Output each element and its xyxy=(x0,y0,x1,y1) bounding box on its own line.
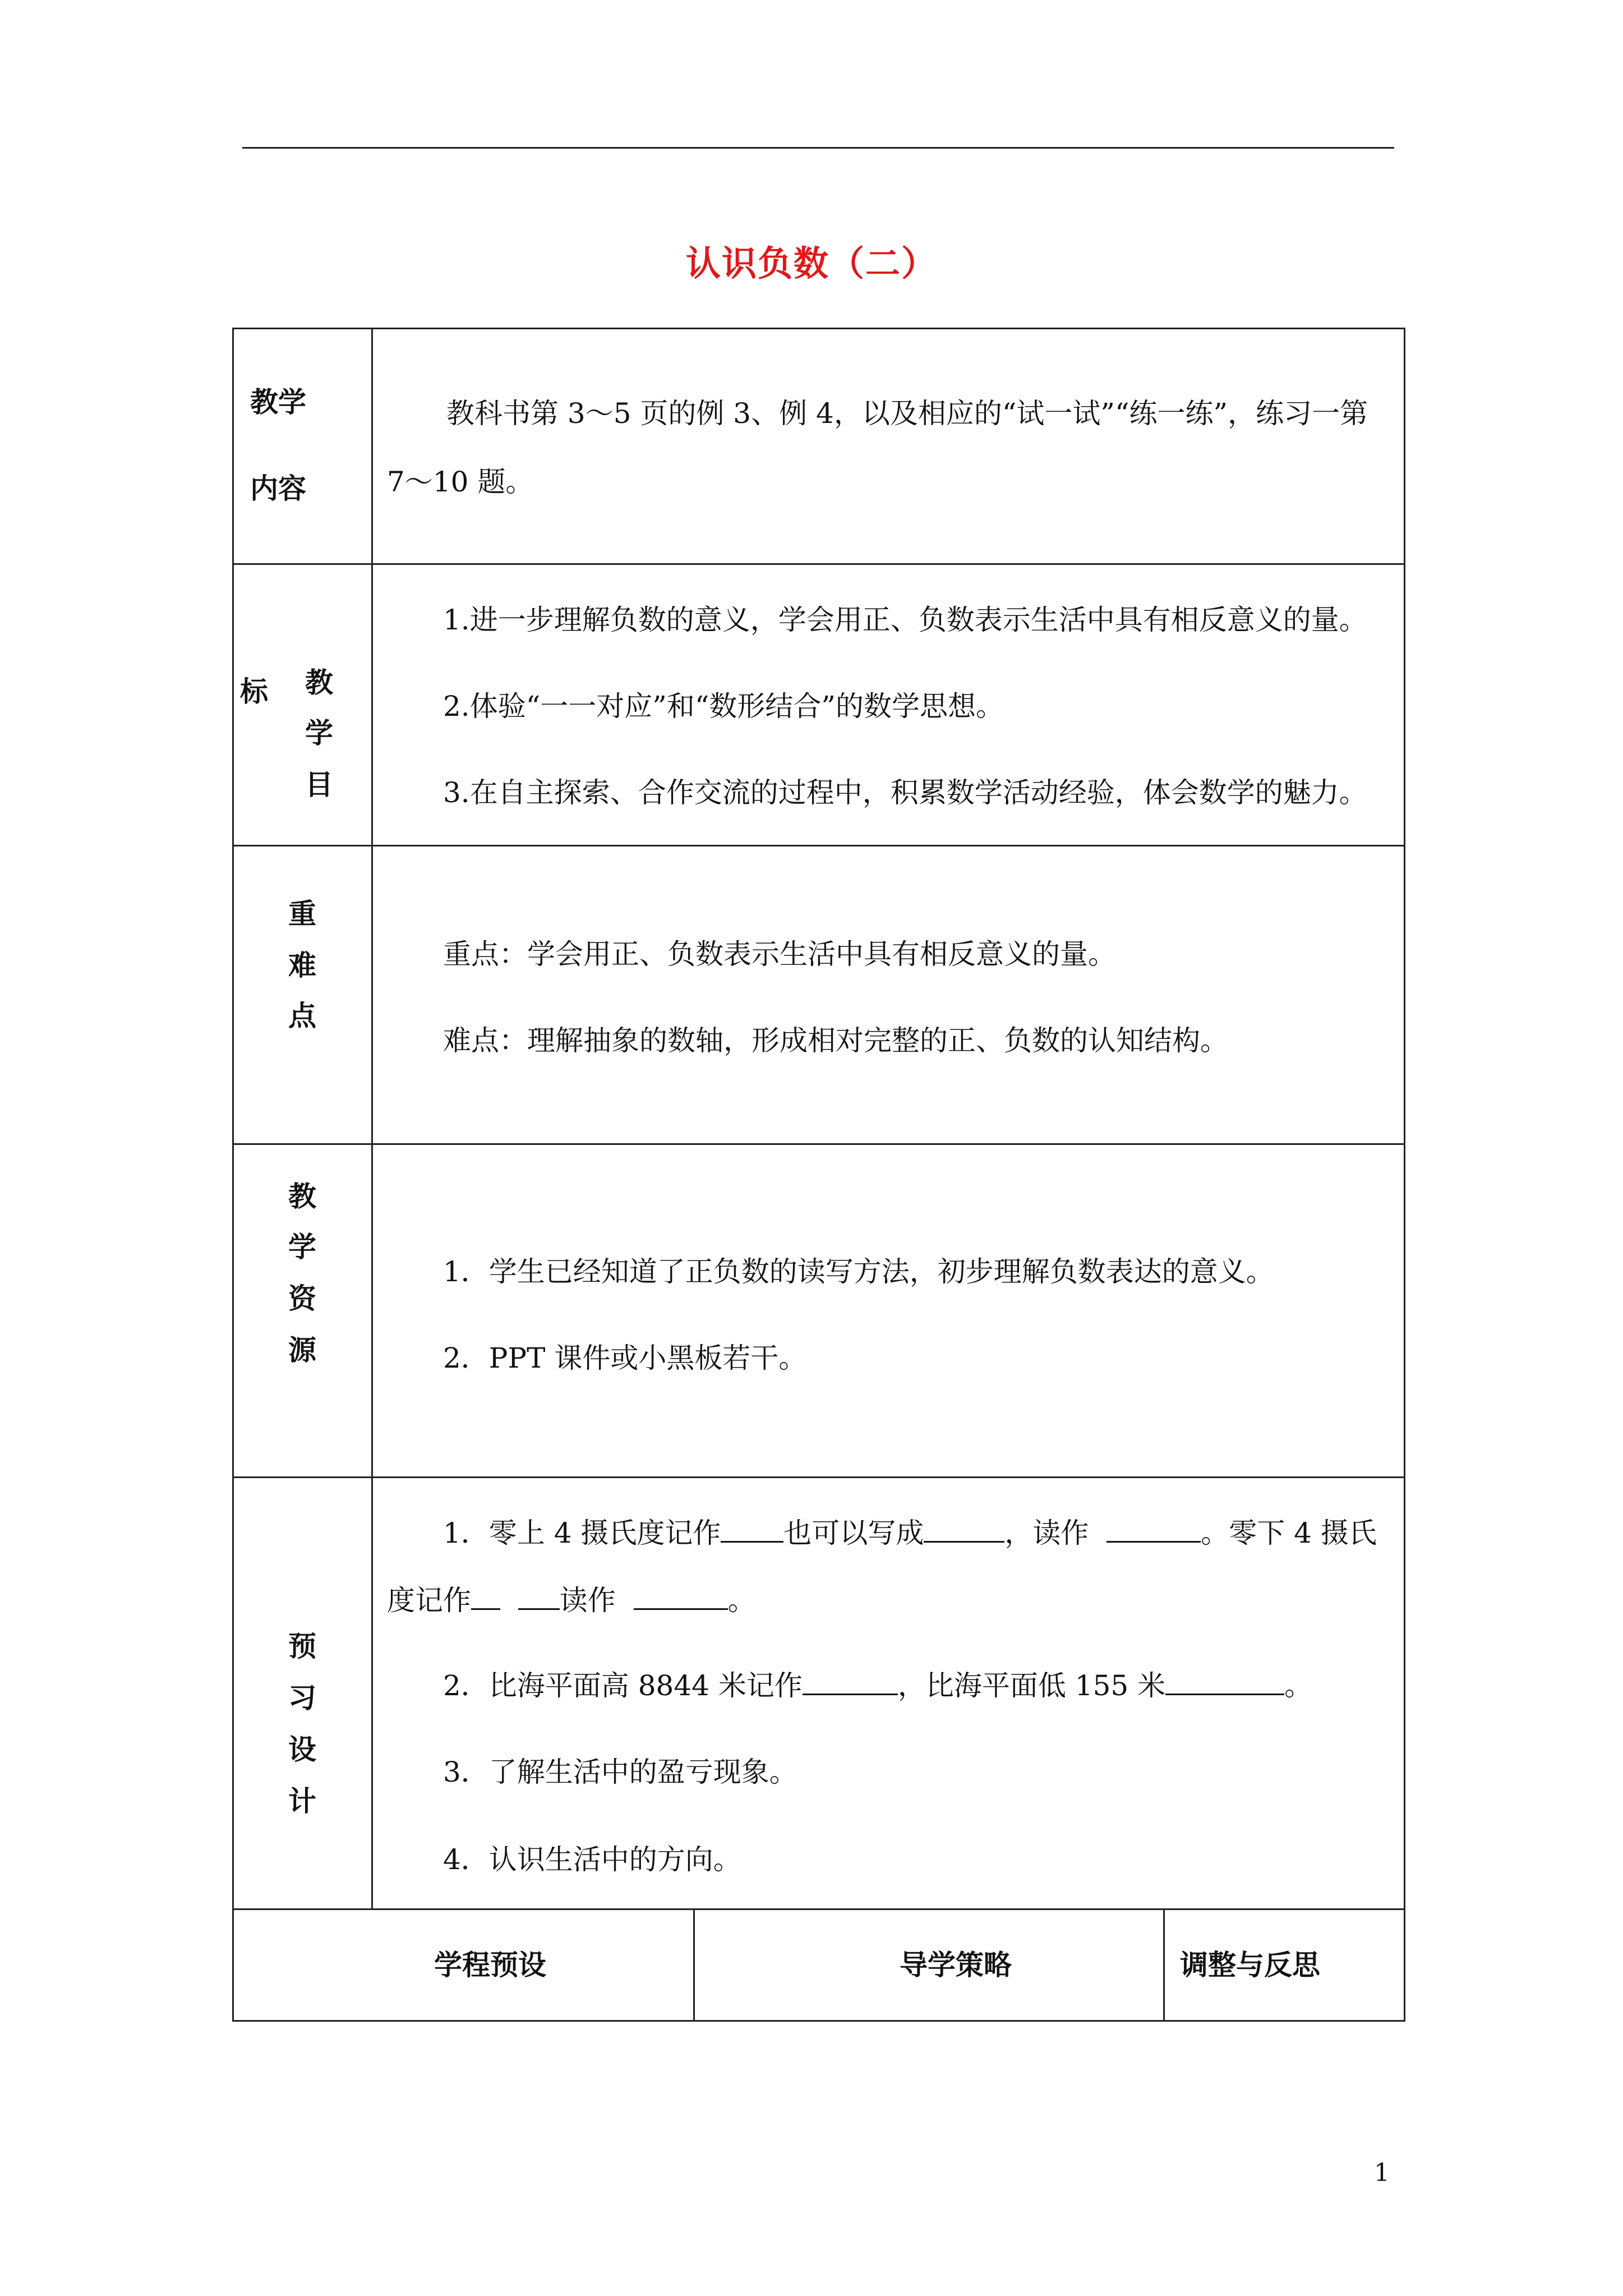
content-text: 7～10 题。 xyxy=(387,466,534,498)
preview-label: 设 xyxy=(288,1733,316,1766)
preview-question-1-cont xyxy=(387,1584,756,1617)
resources-label: 学 xyxy=(288,1231,316,1263)
question-text: 也可以写成 xyxy=(783,1517,924,1549)
question-text: 1．零上 4 摄氏度记作 xyxy=(443,1517,721,1549)
answer-blank[interactable] xyxy=(518,1608,560,1610)
goals-label: 目 xyxy=(305,769,333,801)
answer-blank[interactable] xyxy=(1106,1540,1201,1543)
resource-item: 1．学生已经知道了正负数的读写方法，初步理解负数表达的意义。 xyxy=(443,1255,1274,1288)
difficulty-point: 难点：理解抽象的数轴，形成相对完整的正、负数的认知结构。 xyxy=(443,1024,1228,1057)
header-rule xyxy=(242,147,1394,149)
footer-col-reflection: 调整与反思 xyxy=(1180,1949,1320,1981)
page-title: 认识负数（二） xyxy=(685,243,937,284)
preview-question-2 xyxy=(443,1669,1313,1702)
preview-question-4: 4．认识生活中的方向。 xyxy=(443,1843,741,1876)
goals-label: 教 xyxy=(305,666,333,699)
resources-label: 源 xyxy=(288,1334,316,1366)
preview-question-3: 3．了解生活中的盈亏现象。 xyxy=(443,1756,797,1788)
goals-label: 标 xyxy=(240,675,268,708)
content-label: 教学 xyxy=(250,386,306,418)
resources-label: 教 xyxy=(288,1180,316,1213)
keypoints-label: 难 xyxy=(288,949,316,982)
content-label: 内容 xyxy=(250,472,306,505)
question-text: 度记作 xyxy=(387,1584,471,1617)
goal-item: 3.在自主探索、合作交流的过程中，积累数学活动经验，体会数学的魅力。 xyxy=(443,776,1367,809)
goal-item: 1.进一步理解负数的意义，学会用正、负数表示生活中具有相反意义的量。 xyxy=(443,604,1367,636)
question-text: ，读作 xyxy=(1004,1517,1089,1549)
footer-divider xyxy=(693,1908,695,2022)
question-text: 2．比海平面高 8844 米记作 xyxy=(443,1669,803,1702)
answer-blank[interactable] xyxy=(471,1608,500,1610)
key-point: 重点：学会用正、负数表示生活中具有相反意义的量。 xyxy=(443,938,1116,970)
answer-blank[interactable] xyxy=(803,1693,898,1695)
lesson-table xyxy=(232,328,1405,2022)
goals-label: 学 xyxy=(305,717,333,749)
answer-blank[interactable] xyxy=(634,1608,728,1610)
row-divider xyxy=(232,1476,1405,1478)
preview-question-1 xyxy=(443,1519,1377,1547)
question-text: 。 xyxy=(727,1584,756,1617)
resources-label: 资 xyxy=(288,1282,316,1315)
question-text: 读作 xyxy=(559,1584,616,1617)
preview-label: 计 xyxy=(288,1785,316,1818)
keypoints-label: 点 xyxy=(288,1000,316,1032)
footer-divider xyxy=(1163,1908,1165,2022)
resource-item: 2．PPT 课件或小黑板若干。 xyxy=(443,1342,807,1374)
preview-label: 习 xyxy=(288,1682,316,1714)
keypoints-label: 重 xyxy=(288,898,316,930)
footer-col-strategy: 导学策略 xyxy=(900,1949,1012,1981)
question-text: 。零下 4 摄氏 xyxy=(1201,1517,1377,1549)
preview-label: 预 xyxy=(288,1630,316,1663)
row-divider xyxy=(232,563,1405,565)
row-divider xyxy=(232,845,1405,846)
page-number: 1 xyxy=(1374,2159,1390,2187)
answer-blank[interactable] xyxy=(721,1540,783,1543)
row-divider xyxy=(232,1143,1405,1145)
row-divider xyxy=(232,1908,1405,1910)
answer-blank[interactable] xyxy=(1165,1693,1284,1695)
footer-col-process: 学程预设 xyxy=(434,1949,546,1981)
content-text: 教科书第 3～5 页的例 3、例 4，以及相应的“试一试”“练一练”，练习一第 xyxy=(446,397,1368,430)
question-text: ，比海平面低 155 米 xyxy=(897,1669,1166,1702)
answer-blank[interactable] xyxy=(924,1540,1004,1543)
goal-item: 2.体验“一一对应”和“数形结合”的数学思想。 xyxy=(443,690,1004,723)
question-text: 。 xyxy=(1284,1669,1313,1702)
